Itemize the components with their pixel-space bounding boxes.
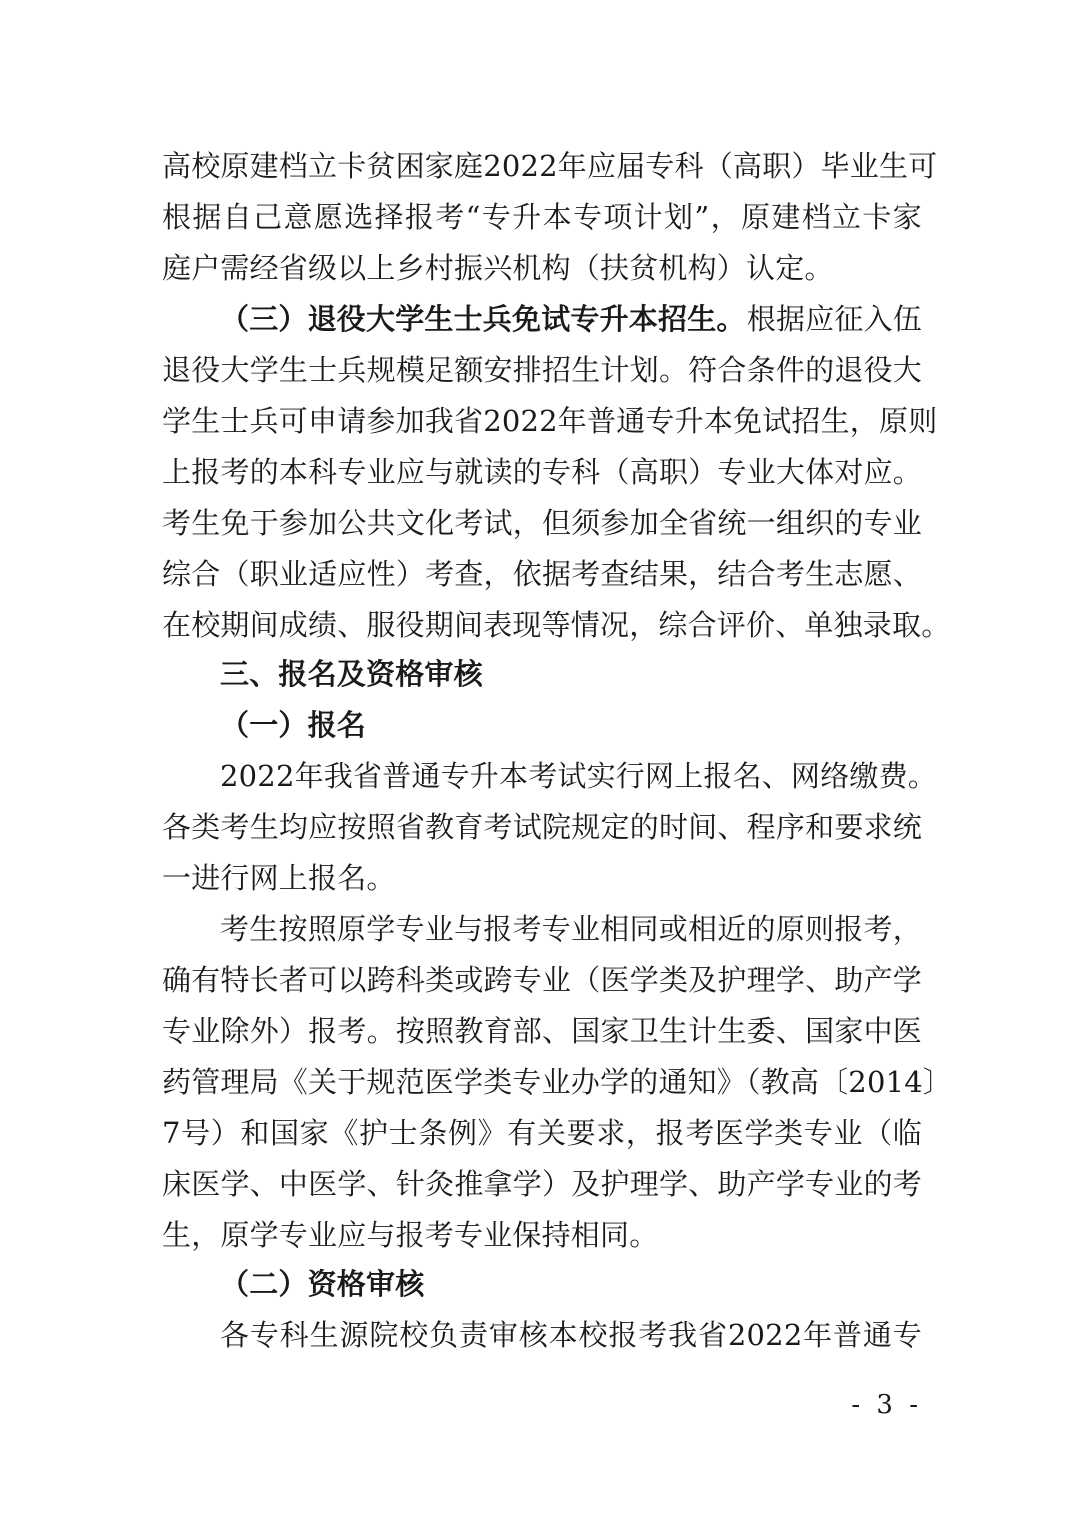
- paragraph-line: 药管理局《关于规范医学类专业办学的通知》（教高〔2014〕: [162, 1065, 953, 1099]
- paragraph-line: 在校期间成绩、服役期间表现等情况，综合评价、单独录取。: [162, 608, 951, 642]
- paragraph-line: 综合（职业适应性）考查，依据考查结果，结合考生志愿、: [162, 557, 922, 591]
- paragraph-line: 庭户需经省级以上乡村振兴机构（扶贫机构）认定。: [162, 251, 834, 285]
- paragraph-line: 床医学、中医学、针灸推拿学）及护理学、助产学专业的考: [162, 1167, 922, 1201]
- paragraph-line: 根据自己意愿选择报考“专升本专项计划”，原建档立卡家: [162, 200, 922, 234]
- paragraph-line: 学生士兵可申请参加我省2022年普通专升本免试招生，原则: [162, 404, 938, 438]
- paragraph-line: 生，原学专业应与报考专业保持相同。: [162, 1218, 659, 1252]
- paragraph-line: 考生按照原学专业与报考专业相同或相近的原则报考，: [220, 912, 922, 946]
- paragraph-line: 根据应征入伍: [746, 302, 922, 336]
- paragraph-line: 7号）和国家《护士条例》有关要求，报考医学类专业（临: [162, 1116, 922, 1150]
- paragraph-line: 考生免于参加公共文化考试，但须参加全省统一组织的专业: [162, 506, 922, 540]
- paragraph-line: 退役大学生士兵规模足额安排招生计划。符合条件的退役大: [162, 353, 922, 387]
- section-heading: 三、报名及资格审核: [220, 657, 483, 691]
- paragraph-line: 确有特长者可以跨科类或跨专业（医学类及护理学、助产学: [162, 963, 922, 997]
- subsection-heading: （一）报名: [220, 708, 367, 742]
- subsection-heading: （二）资格审核: [220, 1267, 425, 1301]
- paragraph-line: 各专科生源院校负责审核本校报考我省2022年普通专: [220, 1318, 922, 1352]
- paragraph-line: 上报考的本科专业应与就读的专科（高职）专业大体对应。: [162, 455, 922, 489]
- page-number: - 3 -: [851, 1390, 922, 1420]
- paragraph-line: 各类考生均应按照省教育考试院规定的时间、程序和要求统: [162, 810, 922, 844]
- paragraph-line: 专业除外）报考。按照教育部、国家卫生计生委、国家中医: [162, 1014, 922, 1048]
- paragraph-line: 一进行网上报名。: [162, 861, 396, 895]
- section-heading-inline: （三）退役大学生士兵免试专升本招生。: [220, 302, 746, 336]
- paragraph-line: 高校原建档立卡贫困家庭2022年应届专科（高职）毕业生可: [162, 149, 938, 183]
- paragraph-line: 2022年我省普通专升本考试实行网上报名、网络缴费。: [220, 759, 938, 793]
